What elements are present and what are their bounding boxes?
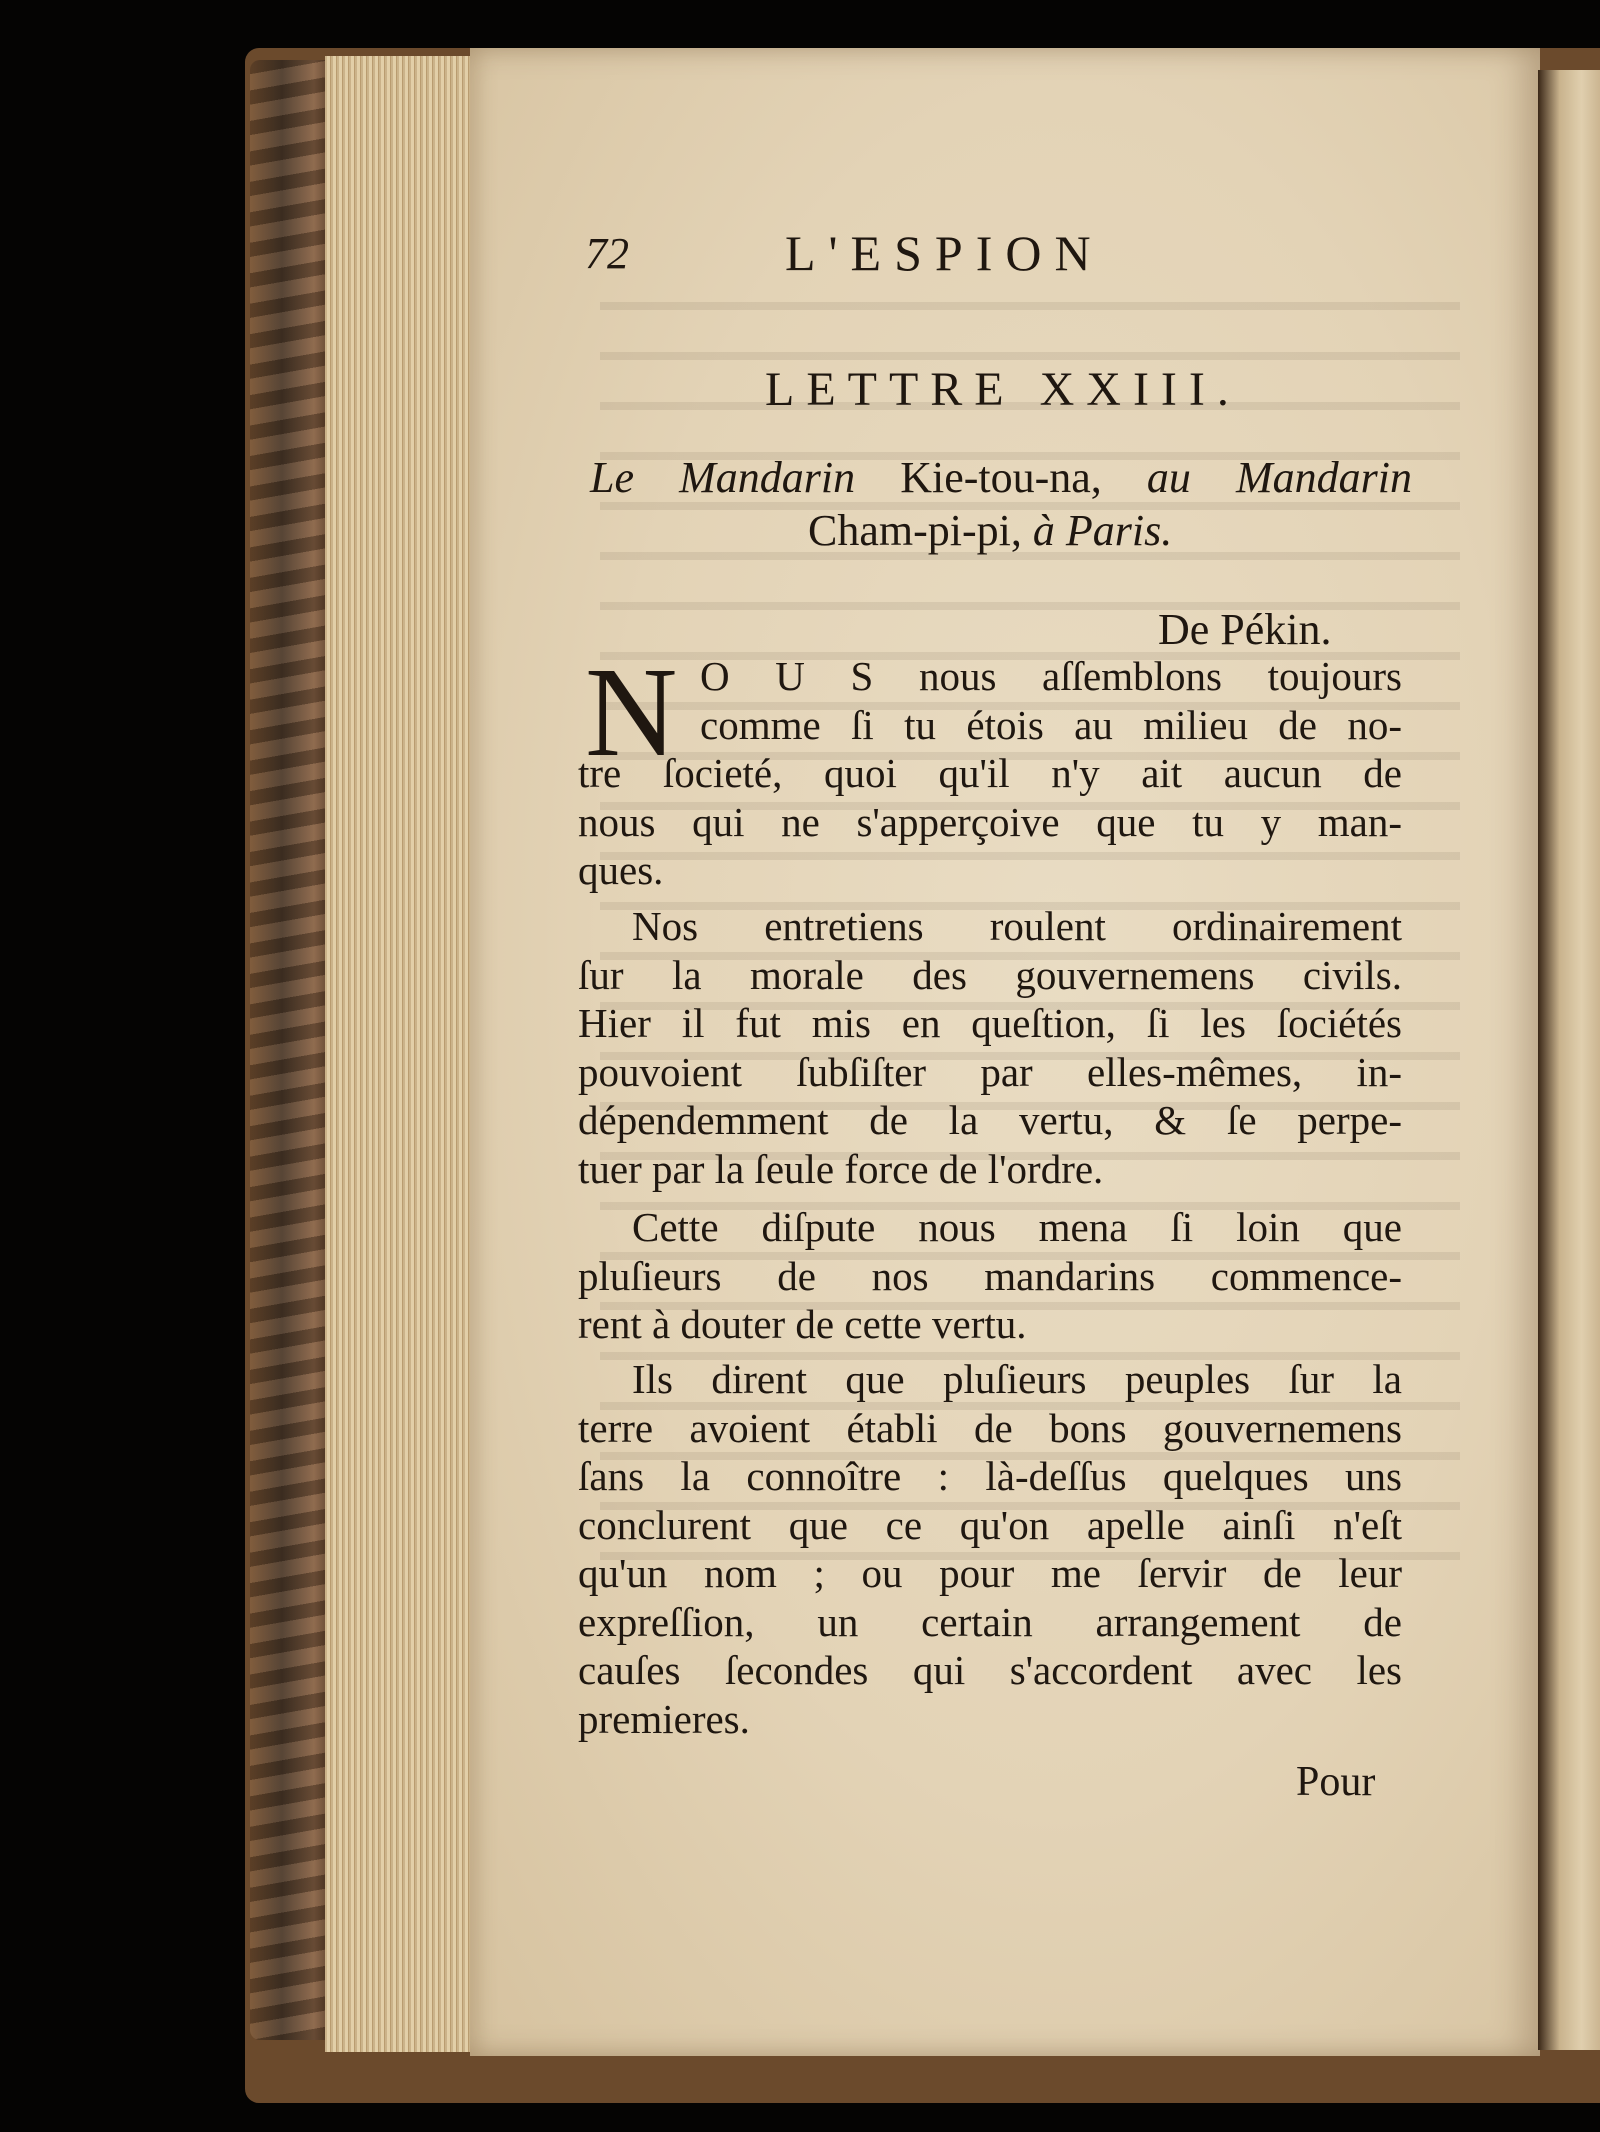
book-spine — [250, 60, 330, 2040]
paragraph-2 — [578, 902, 1402, 1193]
page-gutter — [1538, 70, 1600, 2050]
text-line: cauſes ſecondes qui s'accordent avec les — [578, 1647, 1402, 1693]
text-line: tre ſocieté, quoi qu'il n'y ait aucun de — [578, 750, 1402, 796]
text-line: rent à douter de cette vertu. — [578, 1301, 1027, 1347]
address-city: Paris. — [1065, 506, 1173, 555]
sender-name: Kie-tou-na, — [900, 453, 1102, 502]
text-line: premieres. — [578, 1695, 750, 1742]
text-line: Ils dirent que pluſieurs peuples ſur la — [632, 1356, 1402, 1402]
drop-cap: N — [585, 641, 678, 783]
text-line: ſans la connoître : là-deſſus quelques uns — [578, 1453, 1402, 1499]
running-title: L'ESPION — [785, 225, 1104, 281]
text-line: dépendemment de la vertu, & ſe perpe- — [578, 1097, 1402, 1143]
paragraph-4 — [578, 1355, 1402, 1743]
recipient-name: Cham-pi-pi, — [808, 506, 1022, 555]
address-le: Le — [590, 453, 634, 502]
address-a: à — [1032, 506, 1055, 555]
text-line: ques. — [578, 847, 664, 893]
address-mandarin: Mandarin — [679, 453, 856, 502]
text-line: expreſſion, un certain arrangement de — [578, 1598, 1402, 1645]
text-line: tuer par la ſeule force de l'ordre. — [578, 1145, 1104, 1192]
text-line: Hier il fut mis en queſtion, ſi les ſociétés — [578, 1000, 1402, 1046]
letter-title: LETTRE XXIII. — [765, 363, 1241, 416]
text-line: comme ſi tu étois au milieu de no- — [700, 701, 1402, 748]
paragraph-1 — [578, 749, 1402, 895]
catchword: Pour — [1296, 1759, 1376, 1805]
text-line: pouvoient ſubſiſter par elles-mêmes, in- — [578, 1048, 1402, 1095]
text-line: Cette diſpute nous mena ſi loin que — [632, 1204, 1402, 1250]
paragraph-1-indented — [700, 652, 1402, 749]
address-mandarin-2: Mandarin — [1235, 453, 1412, 502]
text-line: pluſieurs de nos mandarins commence- — [578, 1252, 1402, 1299]
text-line: O U S nous aſſemblons toujours — [700, 653, 1402, 699]
text-line: qu'un nom ; ou pour me ſervir de leur — [578, 1550, 1402, 1596]
text-line: nous qui ne s'apperçoive que tu y man- — [578, 798, 1402, 845]
text-line: ſur la morale des gouvernemens civils. — [578, 951, 1402, 998]
page-number: 72 — [585, 229, 629, 278]
text-line: conclurent que ce qu'on apelle ainſi n'eſt — [578, 1501, 1402, 1548]
letter-place: De Pékin. — [1158, 605, 1332, 654]
page-edges — [325, 56, 475, 2052]
address-au: au — [1146, 453, 1191, 502]
address-line-1 — [590, 452, 1412, 503]
text-line: Nos entretiens roulent ordinairement — [632, 903, 1402, 949]
address-line-2 — [808, 505, 1172, 556]
text-line: terre avoient établi de bons gouvernemens — [578, 1404, 1402, 1451]
paragraph-3 — [578, 1203, 1402, 1349]
